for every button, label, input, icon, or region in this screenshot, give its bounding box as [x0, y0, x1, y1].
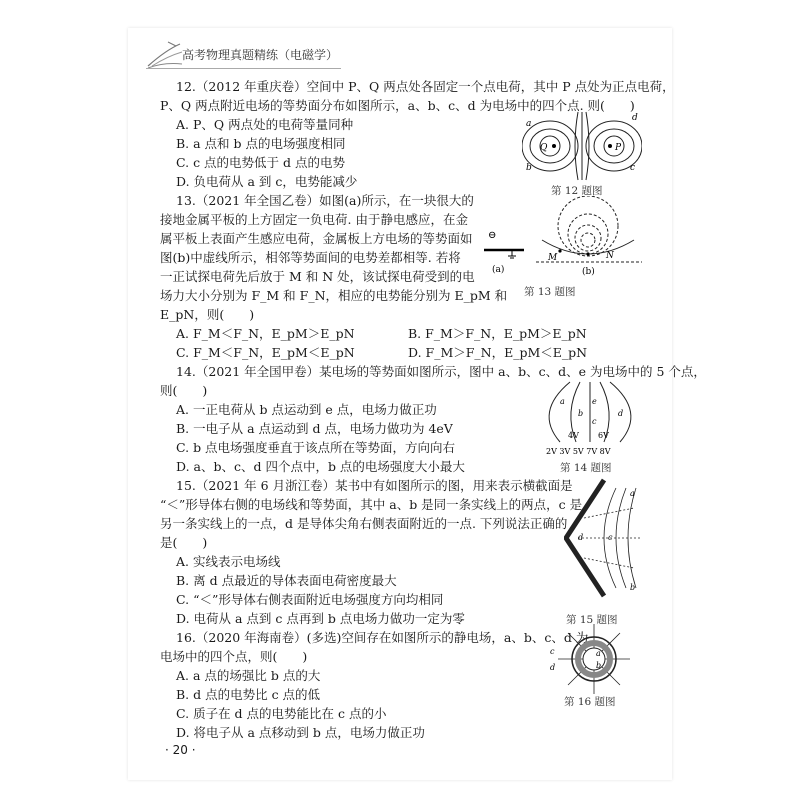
q12-stem-line-2: P、Q 两点附近电场的等势面分布如图所示，a、b、c、d 为电场中的四个点. 则( ): [160, 98, 635, 113]
q13-stem-line-1: 13.（2021 年全国乙卷）如图(a)所示，在一块很大的: [176, 193, 474, 208]
q12-label-P: P: [615, 143, 622, 153]
q13-stem-line-7: E_pN，则( ): [160, 307, 255, 322]
q13-stem-line-6: 场力大小分别为 F_M 和 F_N，相应的电势能分别为 E_pM 和: [160, 288, 508, 303]
q15-option-a: A. 实线表示电场线: [176, 554, 281, 569]
q13-stem-line-3: 属平板上表面产生感应电荷，金属板上方电场的等势面如: [160, 231, 473, 246]
q12-label-d: d: [632, 113, 638, 123]
q13-stem-line-2: 接地金属平板的上方固定一负电荷. 由于静电感应，在金: [160, 212, 468, 227]
q13-negative-charge-icon: ⊖: [488, 230, 497, 241]
q13-label-N: N: [606, 251, 614, 261]
q14-label-d: d: [618, 409, 624, 418]
q16-label-a: a: [596, 649, 601, 658]
q14-stem-line-1: 14.（2021 年全国甲卷）某电场的等势面如图所示，图中 a、b、c、d、e 为电场中的 5 个点，: [176, 364, 706, 379]
q13-stem-line-4: 图(b)中虚线所示，相邻等势面间的电势差都相等. 若将: [160, 250, 461, 265]
q15-stem-line-3: 另一条实线上的一点，d 是导体尖角右侧表面附近的一点. 下列说法正确的: [160, 516, 568, 531]
q16-option-c: C. 质子在 d 点的电势能比在 c 点的小: [176, 706, 387, 721]
q12-option-c: C. c 点的电势低于 d 点的电势: [176, 155, 345, 170]
q14-stem-line-2: 则( ): [160, 383, 208, 398]
q15-label-a: a: [630, 489, 635, 498]
q14-label-a: a: [560, 397, 565, 406]
q12-figure-caption: 第 12 题图: [551, 185, 603, 197]
q12-option-d: D. 负电荷从 a 到 c，电势能减少: [176, 174, 358, 189]
q14-label-6v: 6V: [598, 431, 609, 440]
q12-option-a: A. P、Q 两点处的电荷等量同种: [176, 117, 354, 132]
q13-figure-caption: 第 13 题图: [524, 286, 576, 298]
page-number: · 20 ·: [165, 743, 196, 757]
q13-label-a: (a): [492, 265, 505, 275]
q12-label-Q: Q: [540, 143, 548, 153]
q16-option-b: B. d 点的电势比 c 点的低: [176, 687, 321, 702]
q13-label-M: M: [548, 253, 558, 263]
q12-label-c: c: [630, 163, 636, 173]
header-divider: [146, 68, 341, 69]
q15-stem-line-2: “＜”形导体右侧的电场线和等势面，其中 a、b 是同一条实线上的两点，c 是: [160, 497, 583, 512]
q14-option-c: C. b 点电场强度垂直于该点所在等势面，方向向右: [176, 440, 456, 455]
q13-option-b: B. F_M＞F_N，E_pM＞E_pN: [408, 326, 587, 341]
q14-label-4v: 4V: [568, 431, 579, 440]
q15-option-b: B. 离 d 点最近的导体表面电荷密度最大: [176, 573, 397, 588]
q13-label-b: (b): [582, 267, 595, 277]
q16-stem-line-2: 电场中的四个点，则( ): [160, 649, 308, 664]
q14-equipotential-figure: [540, 380, 640, 458]
header-title: 高考物理真题精练（电磁学）: [182, 48, 339, 62]
q13-option-a: A. F_M＜F_N，E_pM＞E_pN: [176, 326, 355, 341]
q13-figure: [484, 196, 642, 278]
q14-option-a: A. 一正电荷从 b 点运动到 e 点，电场力做正功: [176, 402, 437, 417]
q12-stem-line-1: 12.（2012 年重庆卷）空间中 P、Q 两点处各固定一个点电荷，其中 P 点处为正点电荷，: [176, 79, 675, 94]
q14-label-b: b: [578, 409, 584, 418]
q15-conductor-figure: [564, 478, 642, 598]
q14-label-c: c: [592, 417, 597, 426]
q16-label-d: d: [550, 663, 556, 672]
q16-figure-caption: 第 16 题图: [564, 696, 616, 708]
q13-option-d: D. F_M＞F_N，E_pM＜E_pN: [408, 345, 588, 360]
q16-stem-line-1: 16.（2020 年海南卷）(多选)空间存在如图所示的静电场，a、b、c、d 为: [176, 630, 589, 645]
q13-option-c: C. F_M＜F_N，E_pM＜E_pN: [176, 345, 355, 360]
q14-label-e: e: [592, 397, 597, 406]
q15-figure-caption: 第 15 题图: [566, 614, 618, 626]
q15-stem-line-1: 15.（2021 年 6 月浙江卷）某书中有如图所示的图，用来表示横截面是: [176, 478, 573, 493]
q14-option-b: B. 一电子从 a 点运动到 d 点，电场力做功为 4eV: [176, 421, 453, 436]
q16-option-a: A. a 点的场强比 b 点的大: [176, 668, 321, 683]
q16-option-d: D. 将电子从 a 点移动到 b 点，电场力做正功: [176, 725, 425, 740]
q16-label-b: b: [596, 661, 602, 670]
q16-field-figure: [548, 624, 640, 694]
q12-label-a: a: [526, 119, 532, 129]
q16-label-c: c: [550, 647, 555, 656]
q15-label-c: c: [608, 533, 613, 542]
q15-label-d: d: [578, 533, 584, 542]
q15-option-c: C. “＜”形导体右侧表面附近电场强度方向均相同: [176, 592, 444, 607]
q14-option-d: D. a、b、c、d 四个点中，b 点的电场强度大小最大: [176, 459, 465, 474]
q14-label-volts: 2V 3V 5V 7V 8V: [546, 447, 611, 456]
q12-option-b: B. a 点和 b 点的电场强度相同: [176, 136, 346, 151]
q12-equipotential-figure: [522, 110, 642, 182]
q15-option-d: D. 电荷从 a 点到 c 点再到 b 点电场力做功一定为零: [176, 611, 465, 626]
q12-label-b: b: [526, 163, 532, 173]
q15-label-b: b: [630, 583, 636, 592]
q15-stem-line-4: 是( ): [160, 535, 208, 550]
q13-stem-line-5: 一正试探电荷先后放于 M 和 N 处，该试探电荷受到的电: [160, 269, 475, 284]
q14-figure-caption: 第 14 题图: [560, 462, 612, 474]
